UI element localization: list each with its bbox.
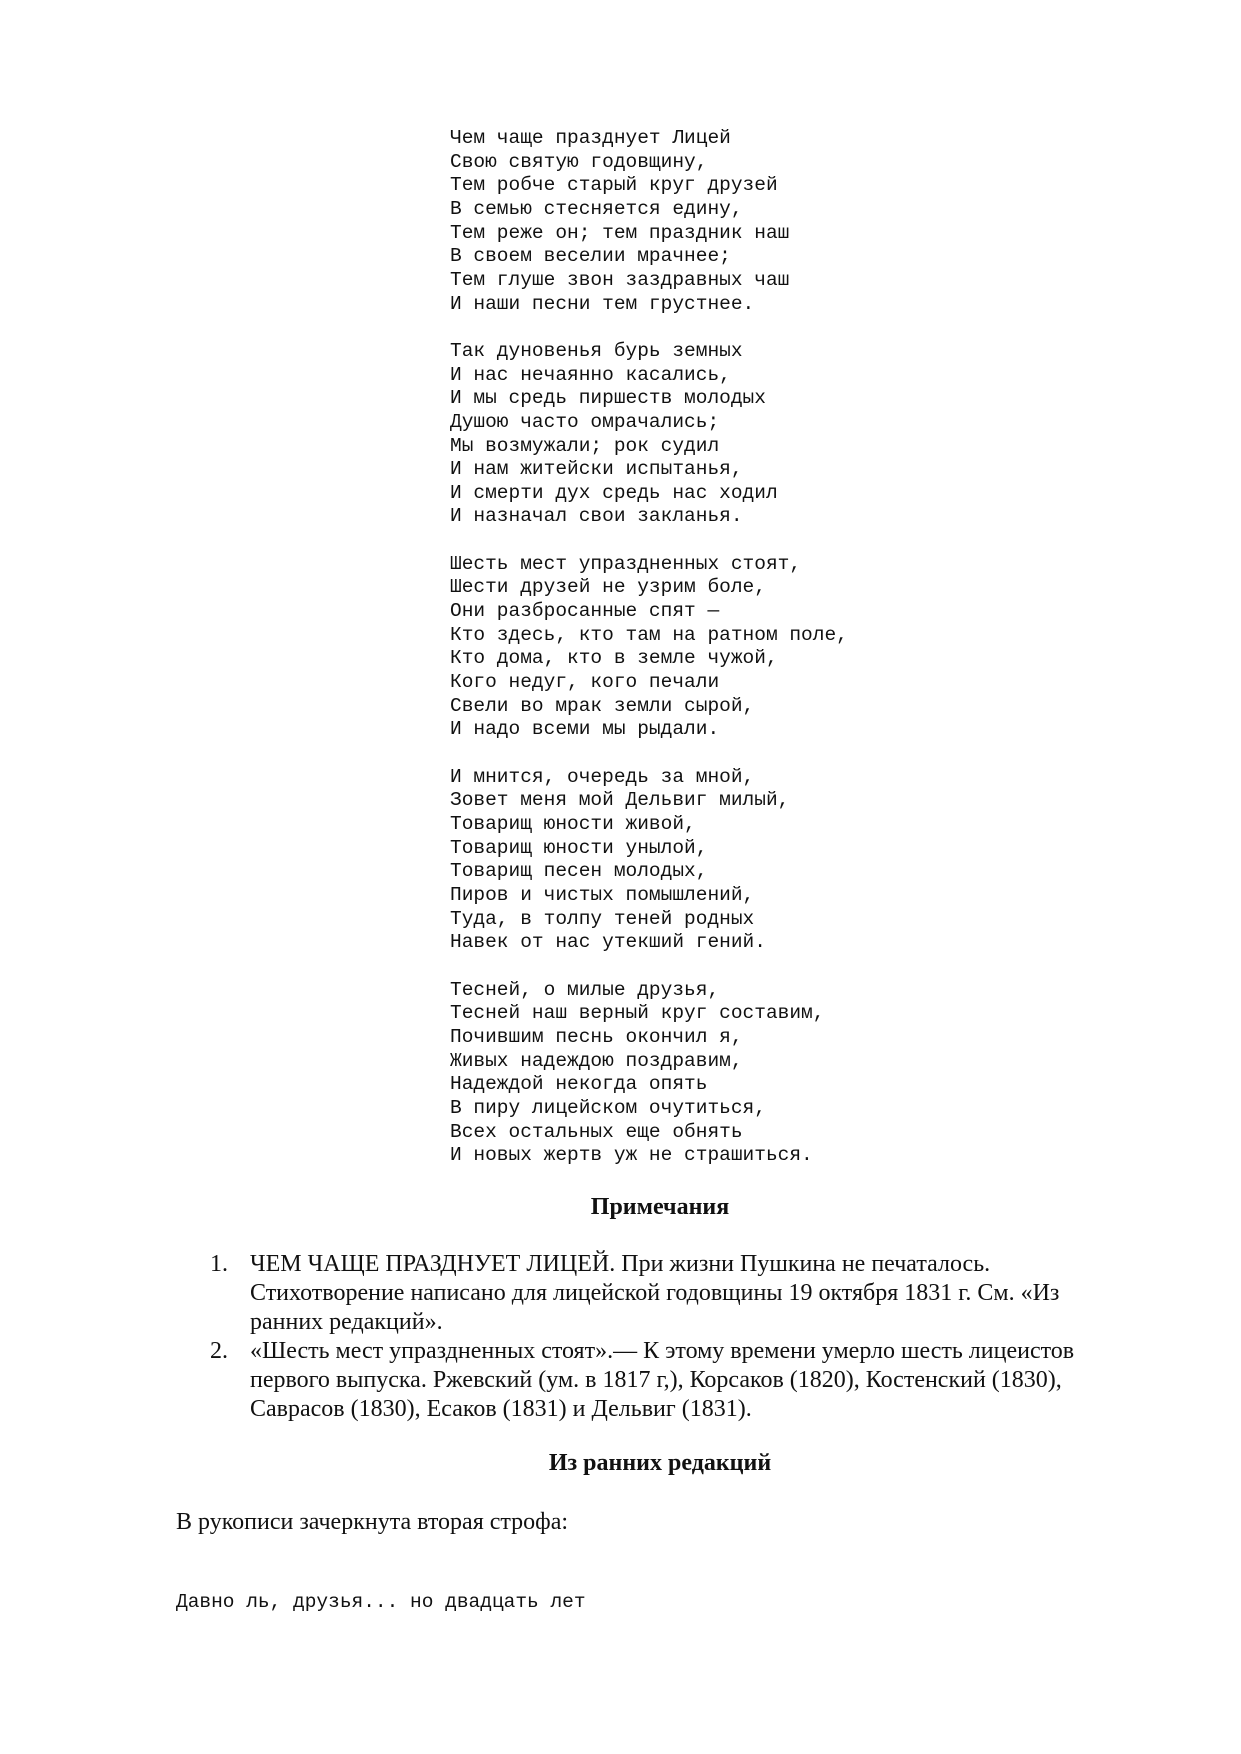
poem-line: Они разбросанные спят — (450, 600, 720, 623)
poem-line: И смерти дух средь нас ходил (450, 481, 778, 504)
note-number: 1. (210, 1251, 228, 1277)
manuscript-note: В рукописи зачеркнута вторая строфа: (176, 1509, 569, 1535)
poem-line: Товарищ юности живой, (450, 812, 696, 835)
poem-line: Туда, в толпу теней родных (450, 907, 755, 930)
poem-line: Всех остальных еще обнять (450, 1120, 743, 1143)
poem-line: В пиру лицейском очутиться, (450, 1096, 766, 1119)
poem-line: И надо всеми мы рыдали. (450, 718, 720, 741)
poem-line: Надеждой некогда опять (450, 1073, 708, 1096)
poem-line: И мнится, очередь за мной, (450, 765, 755, 788)
poem-line: В своем веселии мрачнее; (450, 245, 731, 268)
poem-line: И мы средь пиршеств молодых (450, 387, 766, 410)
notes-heading: Примечания (590, 1194, 730, 1220)
poem-line: В семью стесняется едину, (450, 197, 743, 220)
poem-line: Душою часто омрачались; (450, 410, 720, 433)
poem-line: Пиров и чистых помышлений, (450, 883, 755, 906)
poem-line: Почившим песнь окончил я, (450, 1025, 743, 1048)
poem-line: И наши песни тем грустнее. (450, 292, 755, 315)
poem-line: Тем глуше звон заздравных чаш (450, 268, 790, 291)
poem-line: Тем робче старый круг друзей (450, 174, 778, 197)
poem-stanza-5 (450, 979, 1050, 1168)
poem-stanza-2 (450, 340, 1050, 529)
poem-line: Товарищ песен молодых, (450, 860, 708, 883)
note-item (210, 1250, 1130, 1337)
poem-line: Тесней наш верный круг составим, (450, 1002, 825, 1025)
poem-line: Зовет меня мой Дельвиг милый, (450, 789, 790, 812)
poem-line: Чем чаще празднует Лицей (450, 127, 731, 149)
poem-line: Свою святую годовщину, (450, 150, 708, 173)
poem-line: Навек от нас утекший гений. (450, 931, 766, 954)
poem-line: Шесть мест упраздненных стоят, (450, 552, 802, 575)
poem-line: И новых жертв уж не страшиться. (450, 1144, 813, 1167)
poem-line: Мы возмужали; рок судил (450, 434, 720, 457)
poem-line: Живых надеждою поздравим, (450, 1049, 743, 1072)
note-text: «Шесть мест упраздненных стоят».— К этому времени умерло шесть лицеистов первого выпуска. Ржевский (ум. в 1817 г,), Корсаков (1820), Костенский (1830), Саврасов (1830), Есаков (1831) и Дельвиг (1831). (250, 1338, 1075, 1422)
poem-line: Шести друзей не узрим боле, (450, 576, 766, 599)
poem-stanza-4 (450, 766, 1050, 955)
poem (450, 127, 1050, 1191)
poem-line: Кого недуг, кого печали (450, 671, 720, 694)
poem-line: Свели во мрак земли сырой, (450, 694, 755, 717)
poem-line: Товарищ юности унылой, (450, 836, 708, 859)
poem-line: Кто здесь, кто там на ратном поле, (450, 623, 848, 646)
poem-stanza-3 (450, 553, 1050, 742)
poem-line: И нас нечаянно касались, (450, 363, 731, 386)
early-redactions-heading: Из ранних редакций (548, 1450, 772, 1476)
poem-line: Тем реже он; тем праздник наш (450, 221, 790, 244)
poem-line: И нам житейски испытанья, (450, 458, 743, 481)
notes-list (210, 1250, 1130, 1424)
note-item (210, 1337, 1130, 1424)
poem-line: И назначал свои закланья. (450, 505, 743, 528)
crossed-out-fragment: Давно ль, друзья... но двадцать лет (176, 1591, 586, 1613)
poem-line: Так дуновенья бурь земных (450, 339, 743, 362)
note-number: 2. (210, 1338, 228, 1364)
poem-line: Кто дома, кто в земле чужой, (450, 647, 778, 670)
poem-line: Тесней, о милые друзья, (450, 978, 720, 1001)
poem-stanza-1 (450, 127, 1050, 316)
note-text: ЧЕМ ЧАЩЕ ПРАЗДНУЕТ ЛИЦЕЙ. При жизни Пушкина не печаталось. Стихотворение написано для лицейской годовщины 19 октября 1831 г. См. «Из ранних редакций». (250, 1251, 1060, 1335)
